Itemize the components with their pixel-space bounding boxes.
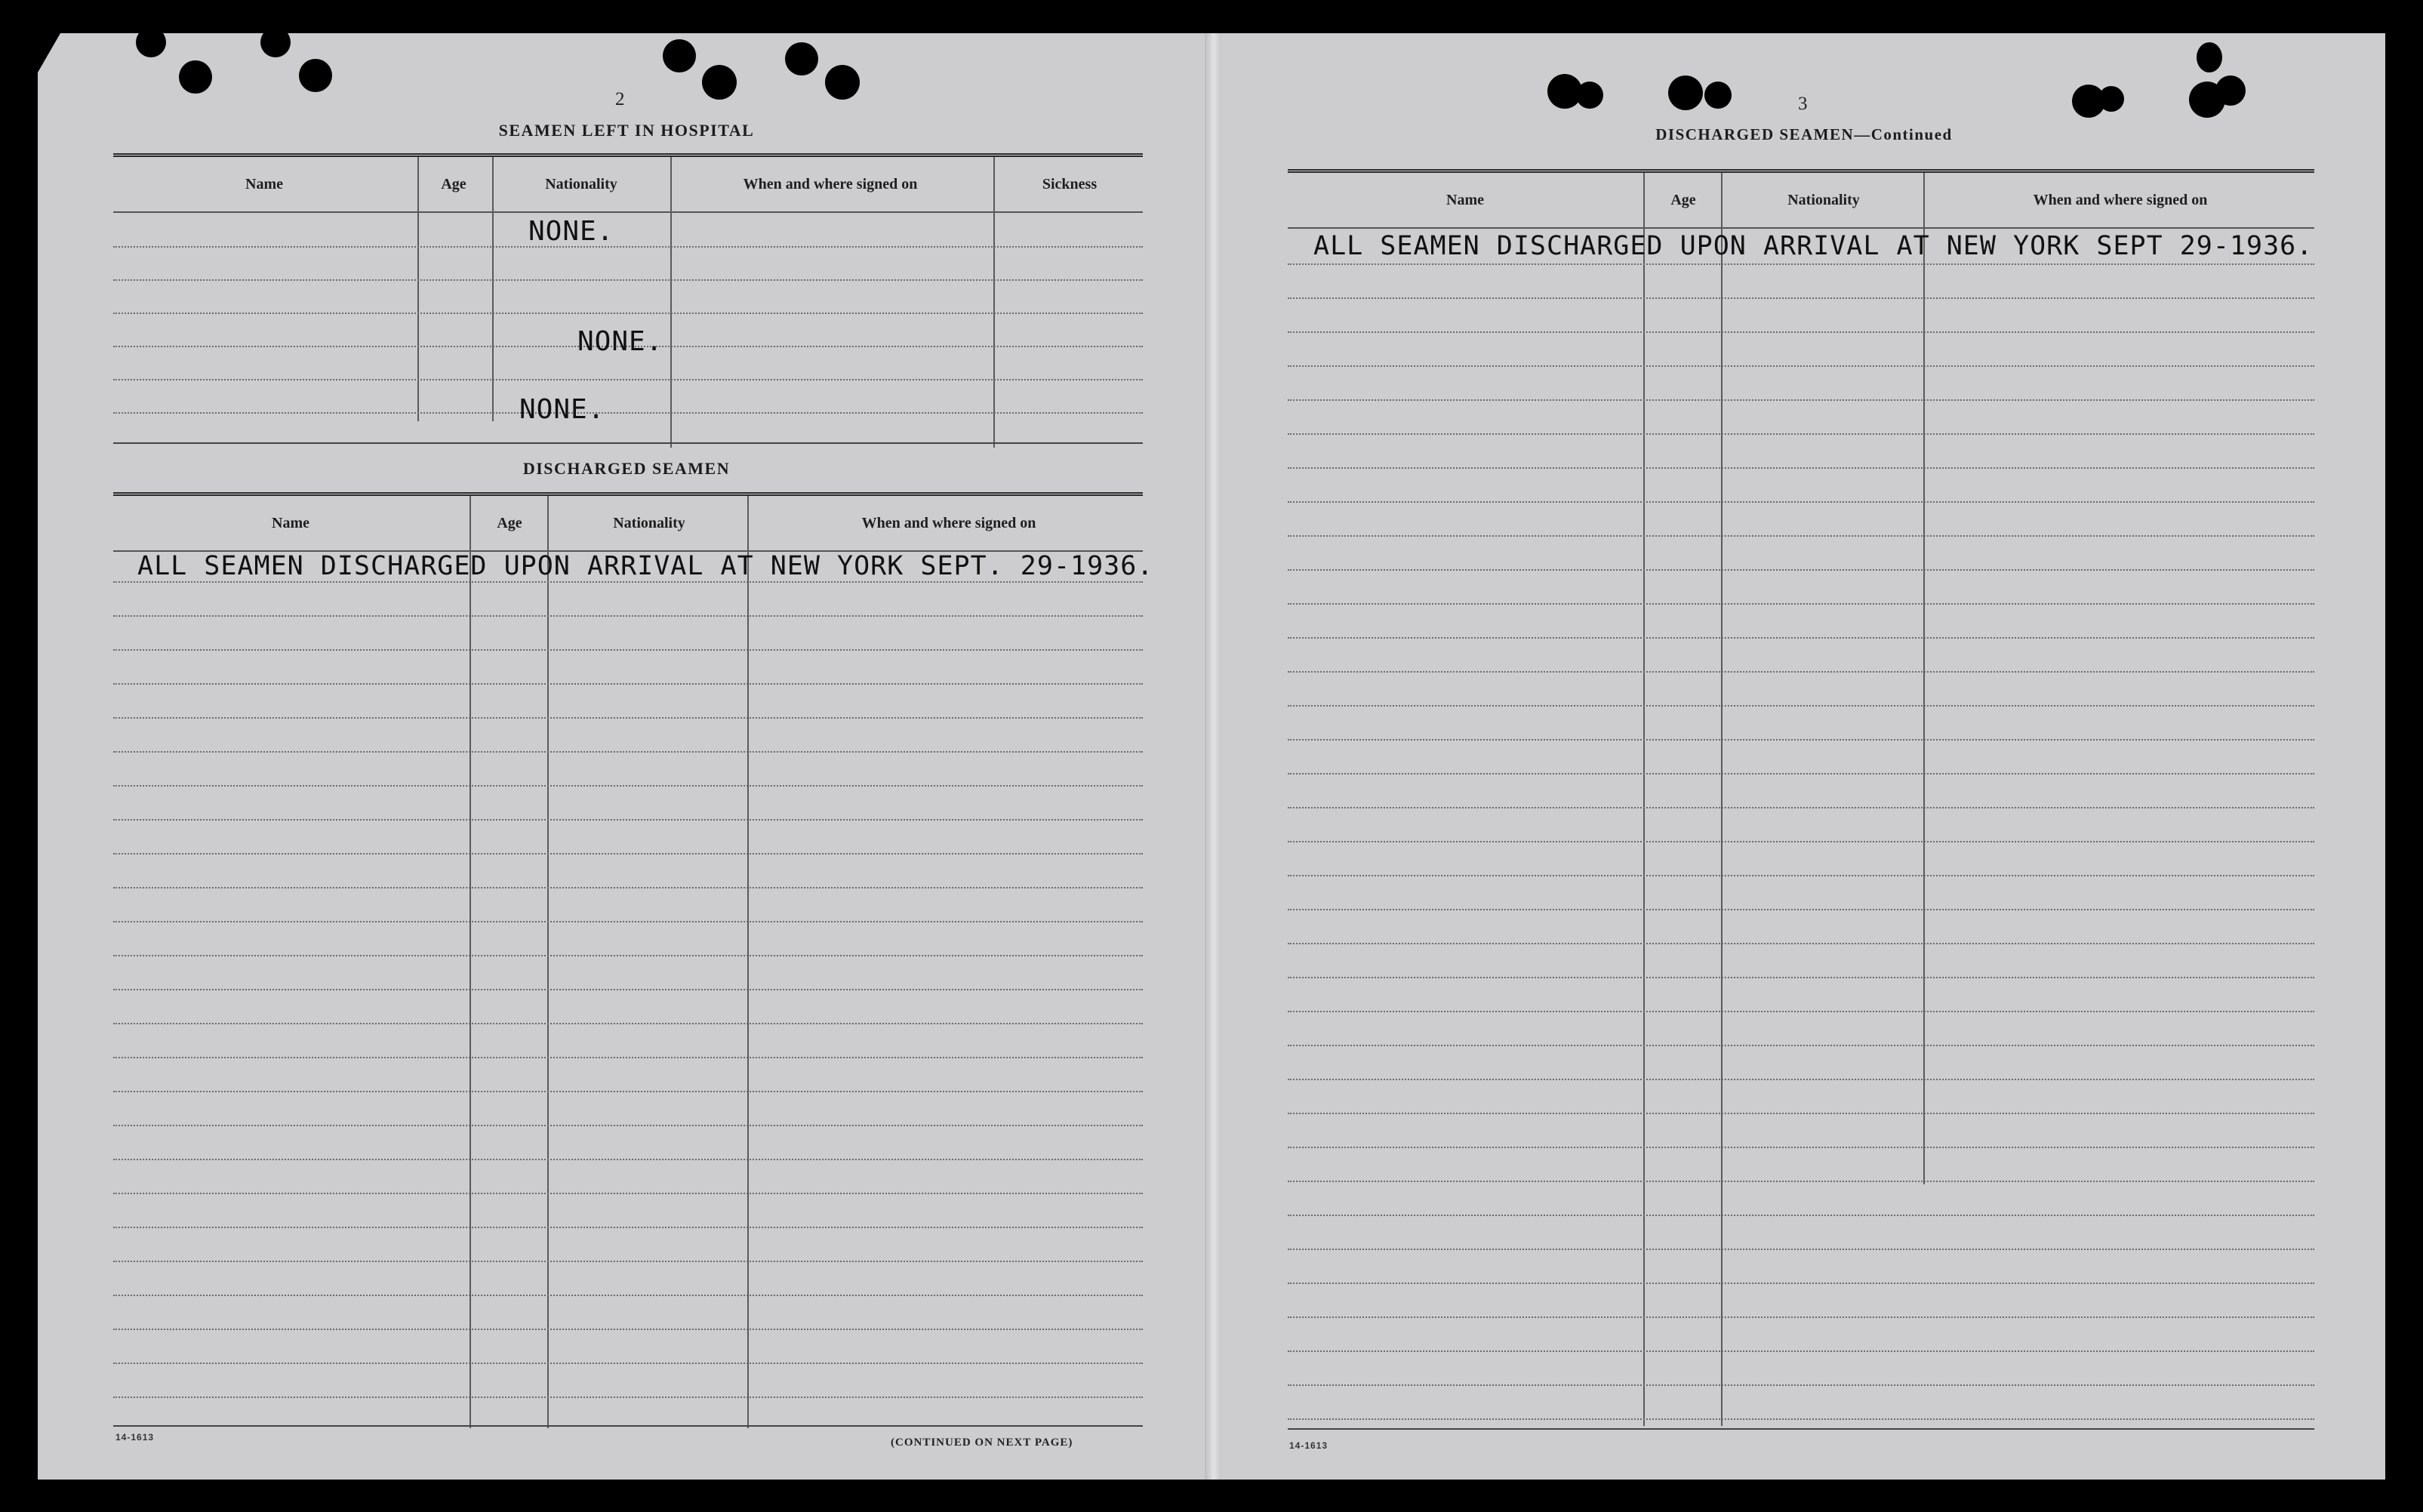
punch-hole [2215,75,2246,106]
hospital-entry: NONE. [577,326,663,357]
ruled-line [113,683,1143,685]
ruled-line [113,921,1143,922]
discharged-continued-table [1288,169,2314,1426]
ruled-line [113,1397,1143,1398]
punch-hole [1576,82,1603,109]
col-header-nationality: Nationality [1787,191,1860,208]
ruled-line [1288,1384,2314,1386]
punch-hole [663,39,696,72]
ruled-line [1288,705,2314,707]
ruled-line [113,246,1143,248]
ruled-line [113,717,1143,719]
ruled-line [113,313,1143,314]
ruled-line [1288,909,2314,910]
hospital-table [113,153,1143,448]
column-divider [492,157,494,421]
ruled-line [113,751,1143,753]
ruled-line [113,1023,1143,1024]
col-header-name: Name [245,175,283,192]
punch-hole [2197,42,2222,72]
ruled-line [1288,297,2314,299]
page-number: 3 [1798,94,1808,114]
ruled-line [113,1159,1143,1160]
ruled-line [1288,1045,2314,1046]
punch-hole [825,65,860,100]
discharged-continued-entry: ALL SEAMEN DISCHARGED UPON ARRIVAL AT NEW YORK SEPT 29-1936. [1313,231,2314,261]
col-header-signed-on: When and where signed on [2033,191,2208,208]
ruled-line [1288,331,2314,333]
punch-hole [2098,86,2124,112]
form-number: 14-1613 [1289,1440,1328,1451]
ruled-line [1288,1181,2314,1182]
discharged-section-title: DISCHARGED SEAMEN [522,459,731,478]
ruled-line [1288,569,2314,571]
hospital-section-title: SEAMEN LEFT IN HOSPITAL [498,121,755,140]
ruled-line [1288,1011,2314,1012]
ruled-line [1288,433,2314,435]
punch-hole [136,27,166,57]
ruled-line [1288,1283,2314,1284]
section-rule [113,442,1143,444]
ruled-line [113,1363,1143,1364]
column-divider [747,496,749,1428]
col-header-name: Name [1446,191,1484,208]
ruled-line [113,649,1143,651]
ruled-line [113,615,1143,617]
column-divider [417,157,419,421]
ruled-line [113,819,1143,821]
ruled-line [1288,501,2314,503]
footer-rule [1288,1428,2314,1430]
col-header-signed-on: When and where signed on [743,175,918,192]
hospital-entry: NONE. [528,216,614,247]
col-header-nationality: Nationality [545,175,617,192]
ruled-line [1288,807,2314,808]
ruled-line [113,279,1143,281]
col-header-nationality: Nationality [613,514,685,531]
ruled-line [113,1125,1143,1126]
ruled-line [113,955,1143,956]
ruled-line [1288,977,2314,978]
ruled-line [113,989,1143,990]
ruled-line [1288,1079,2314,1080]
ruled-line [1288,841,2314,842]
ruled-line [1288,263,2314,265]
discharged-continued-title: DISCHARGED SEAMEN—Continued [1655,125,1953,143]
page-number: 2 [615,89,625,109]
ruled-line [1288,1249,2314,1250]
ruled-line [1288,1418,2314,1420]
ruled-line [1288,399,2314,401]
ruled-line [1288,875,2314,876]
ruled-line [1288,943,2314,944]
ruled-line [1288,1147,2314,1148]
ruled-line [113,1057,1143,1058]
col-header-age: Age [497,514,522,531]
hospital-entry: NONE. [519,394,605,425]
discharged-entry: ALL SEAMEN DISCHARGED UPON ARRIVAL AT NEW YORK SEPT. 29-1936. [137,551,1154,581]
ruled-line [1288,365,2314,367]
footer-rule [113,1425,1143,1427]
form-number: 14-1613 [115,1432,155,1443]
column-divider [1721,173,1723,1426]
continued-note: (CONTINUED ON NEXT PAGE) [891,1437,1073,1449]
page-fold [1205,33,1221,1480]
col-header-signed-on: When and where signed on [861,514,1036,531]
col-header-sickness: Sickness [1042,175,1098,192]
ruled-line [1288,1316,2314,1318]
punch-hole [1704,82,1732,109]
punch-hole [179,60,212,94]
column-divider [993,157,995,448]
column-divider [1643,173,1645,1426]
ruled-line [1288,535,2314,537]
ruled-line [1288,603,2314,605]
ruled-line [113,1091,1143,1092]
punch-hole [1668,75,1703,110]
ruled-line [113,1261,1143,1262]
punch-hole [260,27,291,57]
ruled-line [113,887,1143,888]
ruled-line [1288,1215,2314,1216]
col-header-name: Name [272,514,309,531]
ruled-line [1288,739,2314,741]
ruled-line [113,581,1143,583]
ruled-line [113,853,1143,855]
col-header-age: Age [1670,191,1696,208]
ruled-line [113,1295,1143,1296]
ruled-line [113,1227,1143,1228]
ruled-line [1288,1113,2314,1114]
ruled-line [113,379,1143,380]
column-divider [670,157,672,448]
punch-hole [702,65,737,100]
ruled-line [113,1193,1143,1194]
column-divider [470,496,471,1428]
ruled-line [1288,671,2314,673]
ruled-line [1288,637,2314,639]
ruled-line [113,1329,1143,1330]
column-divider [1923,173,1925,1184]
column-divider [547,496,549,1428]
col-header-age: Age [441,175,466,192]
ruled-line [1288,773,2314,774]
ruled-line [113,412,1143,414]
punch-hole [785,42,818,75]
ruled-line [113,785,1143,787]
ruled-line [1288,1350,2314,1352]
punch-hole [299,59,332,92]
discharged-table [113,492,1143,1428]
ruled-line [1288,467,2314,469]
